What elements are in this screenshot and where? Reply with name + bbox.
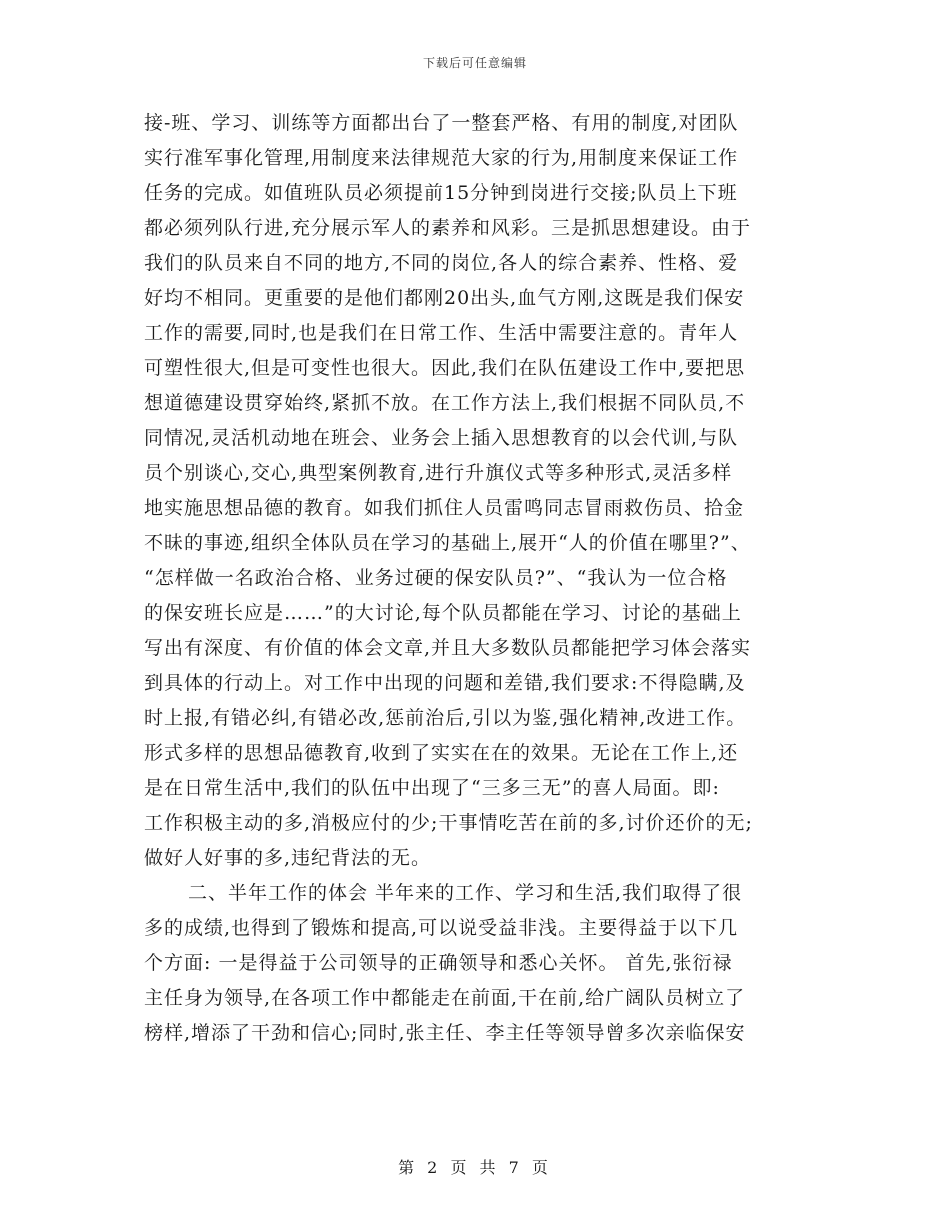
text-line: 写出有深度、有价值的体会文章,并且大多数队员都能把学习体会落实	[144, 637, 752, 659]
text-line: 实行准军事化管理,用制度来法律规范大家的行为,用制度来保证工作	[144, 147, 739, 169]
text-line: 是在日常生活中,我们的队伍中出现了“三多三无”的喜人局面。即:	[144, 777, 720, 799]
text-line: 多的成绩,也得到了锻炼和提高,可以说受益非浅。主要得益于以下几	[144, 917, 739, 939]
text-line: 做好人好事的多,违纪背法的无。	[144, 847, 432, 869]
text-line: 接-班、学习、训练等方面都出台了一整套严格、有用的制度,对团队	[144, 112, 739, 134]
text-line: 到具体的行动上。对工作中出现的问题和差错,我们要求:不得隐瞒,及	[144, 672, 746, 694]
text-line: 不昧的事迹,组织全体队员在学习的基础上,展开“人的价值在哪里?”、	[144, 532, 751, 554]
text-line: 可塑性很大,但是可变性也很大。因此,我们在队伍建设工作中,要把思	[144, 357, 746, 379]
text-line: 工作积极主动的多,消极应付的少;干事情吃苦在前的多,讨价还价的无;	[144, 812, 753, 834]
text-line: 的保安班长应是……”的大讨论,每个队员都能在学习、讨论的基础上	[144, 602, 742, 624]
text-line: 工作的需要,同时,也是我们在日常工作、生活中需要注意的。青年人	[144, 322, 739, 344]
text-line: 员个别谈心,交心,典型案例教育,进行升旗仪式等多种形式,灵活多样	[144, 462, 733, 484]
text-line: 任务的完成。如值班队员必须提前15分钟到岗进行交接;队员上下班	[144, 182, 738, 204]
text-line: 想道德建设贯穿始终,紧抓不放。在工作方法上,我们根据不同队员,不	[144, 392, 746, 414]
text-line: 地实施思想品德的教育。如我们抓住人员雷鸣同志冒雨救伤员、拾金	[144, 497, 745, 519]
text-line: 都必须列队行进,充分展示军人的素养和风彩。三是抓思想建设。由于	[144, 217, 752, 239]
text-line: 时上报,有错必纠,有错必改,惩前治后,引以为鉴,强化精神,改进工作。	[144, 707, 747, 729]
header-note: 下载后可任意编辑	[422, 56, 527, 70]
text-line: 我们的队员来自不同的地方,不同的岗位,各人的综合素养、性格、爱	[144, 252, 739, 274]
text-line: 形式多样的思想品德教育,收到了实实在在的效果。无论在工作上,还	[144, 742, 739, 764]
text-line: 好均不相同。更重要的是他们都刚20出头,血气方刚,这既是我们保安	[144, 287, 745, 309]
page-number: 第 2 页 共 7 页	[398, 1158, 552, 1177]
text-line: 个方面: 一是得益于公司领导的正确领导和悉心关怀。 首先,张衍禄	[144, 952, 733, 974]
text-line: 同情况,灵活机动地在班会、业务会上插入思想教育的以会代训,与队	[144, 427, 739, 449]
document-body	[144, 106, 820, 1051]
section-heading-line: 二、半年工作的体会 半年来的工作、学习和生活,我们取得了很	[188, 882, 743, 904]
text-line: 主任身为领导,在各项工作中都能走在前面,干在前,给广阔队员树立了	[144, 987, 746, 1009]
text-line: “怎样做一名政治合格、业务过硬的保安队员?”、“我认为一位合格	[144, 567, 728, 589]
text-line: 榜样,增添了干劲和信心;同时,张主任、李主任等领导曾多次亲临保安	[144, 1022, 746, 1044]
